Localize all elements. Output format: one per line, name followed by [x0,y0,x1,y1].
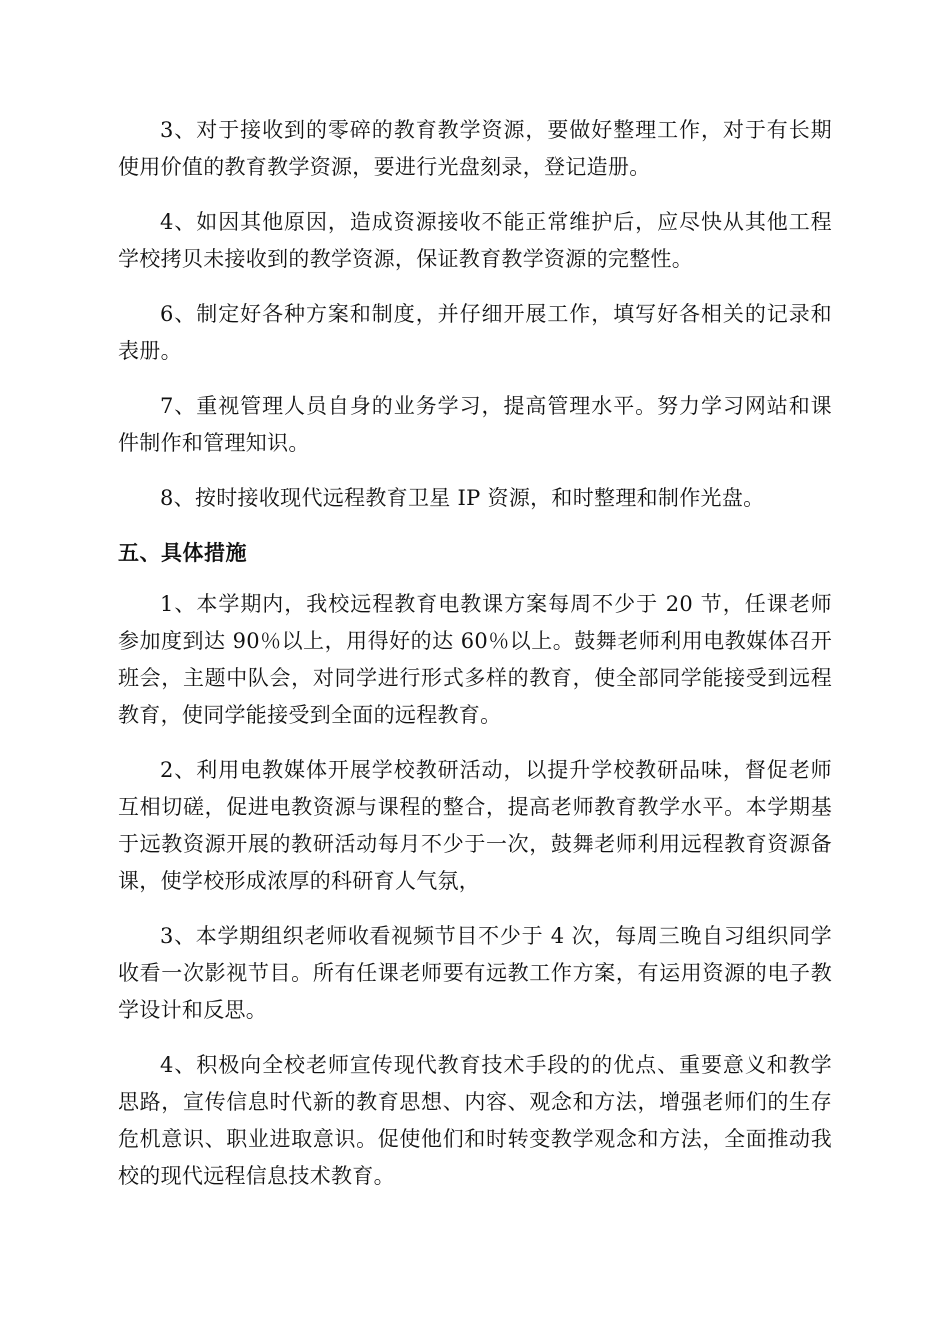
paragraph-item-8: 8、按时接收现代远程教育卫星 IP 资源，和时整理和制作光盘。 [160,486,765,510]
measure-item-3: 3、本学期组织老师收看视频节目不少于 4 次，每周三晚自习组织同学收看一次影视节目。所有任课老师要有远教工作方案，有运用资源的电子教学设计和反思。 [118,924,832,1022]
paragraph-item-3: 3、对于接收到的零碎的教育教学资源，要做好整理工作，对于有长期使用价值的教育教学资源，要进行光盘刻录，登记造册。 [118,118,832,179]
paragraph-item-4: 4、如因其他原因，造成资源接收不能正常维护后，应尽快从其他工程学校拷贝未接收到的教学资源，保证教育教学资源的完整性。 [118,210,832,271]
measure-item-1: 1、本学期内，我校远程教育电教课方案每周不少于 20 节，任课老师参加度到达 90％以上，用得好的达 60％以上。鼓舞老师利用电教媒体召开班会，主题中队会，对同学进行形式多样的教育，使全部同学能接受到远程教育，使同学能接受到全面的远程教育。 [118,592,832,727]
section-heading: 五、具体措施 [118,541,247,565]
paragraph-item-7: 7、重视管理人员自身的业务学习，提高管理水平。努力学习网站和课件制作和管理知识。 [118,394,832,455]
paragraph-item-6: 6、制定好各种方案和制度，并仔细开展工作，填写好各相关的记录和表册。 [118,302,832,363]
measure-item-2: 2、利用电教媒体开展学校教研活动，以提升学校教研品味，督促老师互相切磋，促进电教资源与课程的整合，提高老师教育教学水平。本学期基于远教资源开展的教研活动每月不少于一次，鼓舞老师利用远程教育资源备课，使学校形成浓厚的科研育人气氛， [118,758,832,893]
measure-item-4: 4、积极向全校老师宣传现代教育技术手段的的优点、重要意义和教学思路，宣传信息时代新的教育思想、内容、观念和方法，增强老师们的生存危机意识、职业进取意识。促使他们和时转变教学观念和方法，全面推动我校的现代远程信息技术教育。 [118,1053,832,1188]
